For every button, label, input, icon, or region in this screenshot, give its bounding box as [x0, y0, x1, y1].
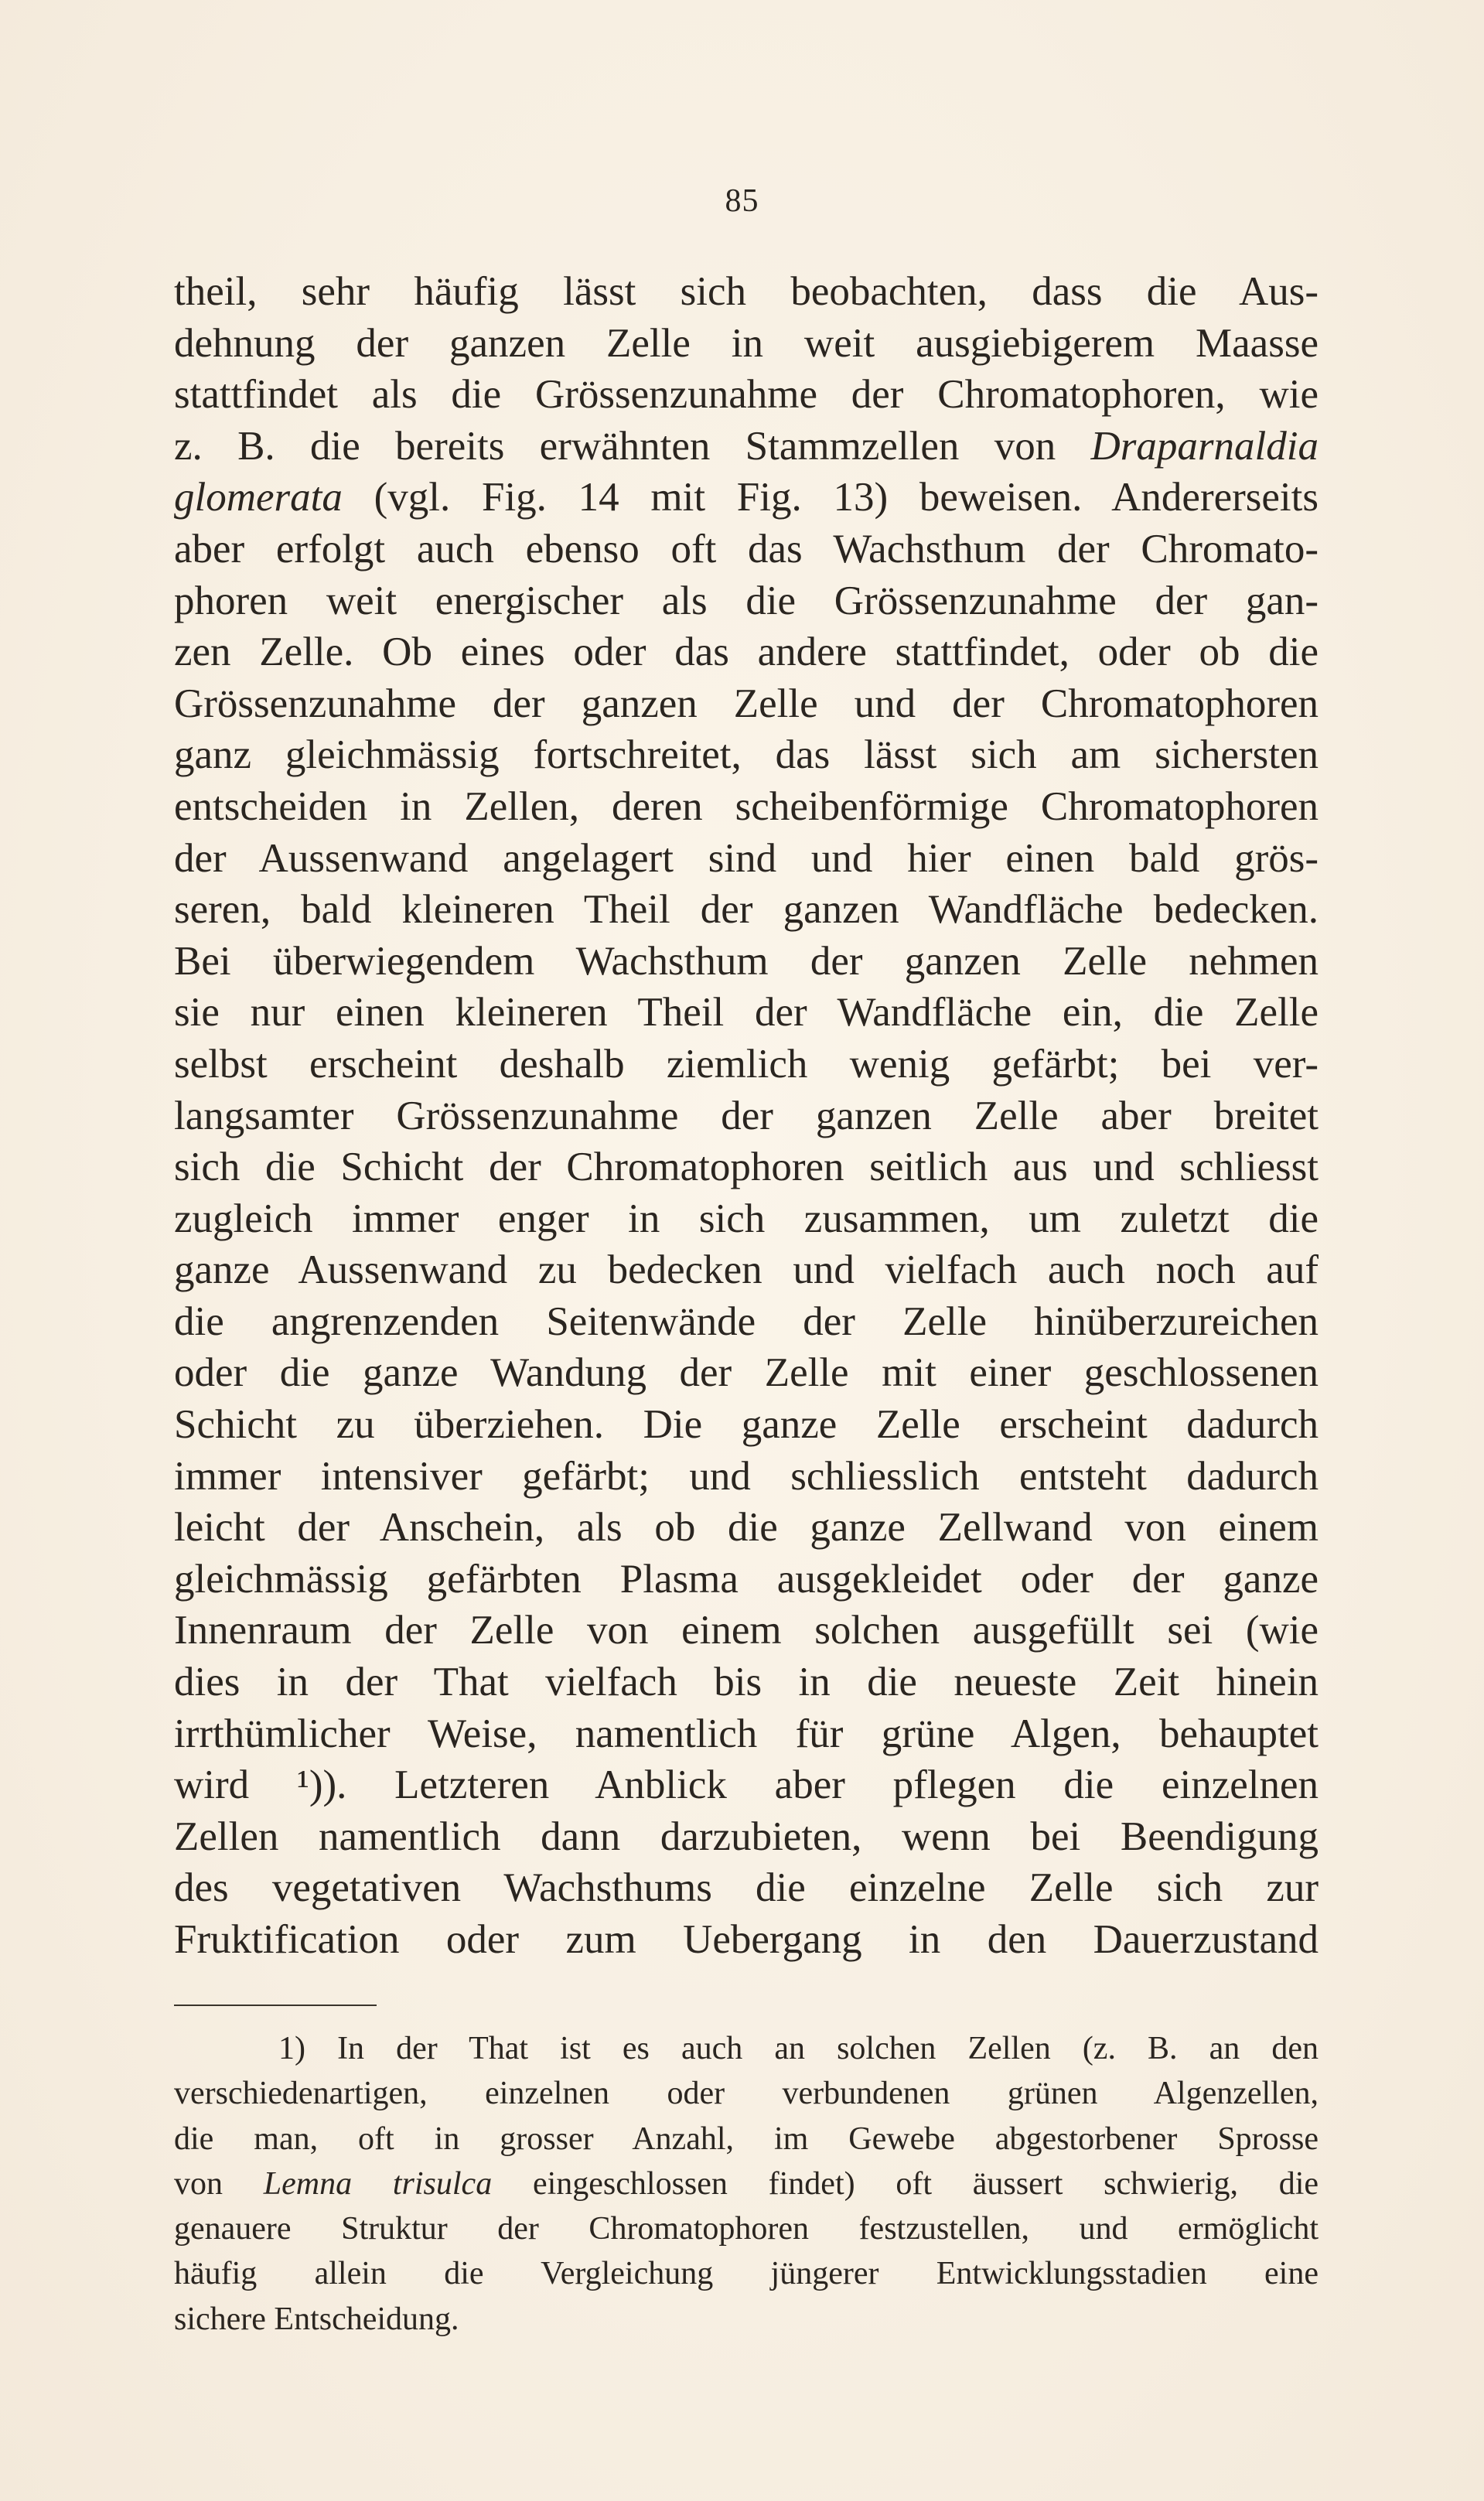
text-line: dehnung der ganzen Zelle in weit ausgiebigerem Maasse	[174, 320, 1319, 366]
footnote-line: verschiedenartigen, einzelnen oder verbundenen grünen Algenzellen,	[174, 2076, 1319, 2112]
page-number: 85	[725, 183, 759, 219]
text-line: stattfindet als die Grössenzunahme der Chromatophoren, wie	[174, 372, 1319, 418]
text-line: gleichmässig gefärbten Plasma ausgekleidet oder der ganze	[174, 1556, 1319, 1602]
footnotes	[174, 2026, 1319, 2342]
text-line: die angrenzenden Seitenwände der Zelle hinüberzureichen	[174, 1298, 1319, 1344]
footnote-line: sichere Entscheidung.	[174, 2301, 459, 2337]
text-line: langsamter Grössenzunahme der ganzen Zelle aber breitet	[174, 1093, 1319, 1138]
text-line: Innenraum der Zelle von einem solchen ausgefüllt sei (wie	[174, 1608, 1319, 1653]
text-line: Grössenzunahme der ganzen Zelle und der Chromatophoren	[174, 681, 1319, 726]
text-line: Zellen namentlich dann darzubieten, wenn bei Beendigung	[174, 1813, 1319, 1859]
text-line: ganz gleichmässig fortschreitet, das lässt sich am sichersten	[174, 732, 1319, 778]
footnote-line: 1) In der That ist es auch an solchen Zellen (z. B. an den	[278, 2031, 1319, 2066]
footnote-line: von Lemna trisulca eingeschlossen findet) oft äussert schwierig, die	[174, 2165, 1319, 2202]
text-line: glomerata (vgl. Fig. 14 mit Fig. 13) beweisen. Andererseits	[174, 475, 1319, 520]
footnote-line: die man, oft in grosser Anzahl, im Gewebe abgestorbener Sprosse	[174, 2121, 1319, 2157]
footnote-separator	[174, 2005, 377, 2006]
text-line: Schicht zu überziehen. Die ganze Zelle erscheint dadurch	[174, 1402, 1319, 1448]
text-line: sie nur einen kleineren Theil der Wandfläche ein, die Zelle	[174, 990, 1319, 1036]
species-name: glomerata	[174, 475, 343, 520]
text-line: Bei überwiegendem Wachsthum der ganzen Zelle nehmen	[174, 938, 1319, 984]
text-line: dies in der That vielfach bis in die neueste Zeit hinein	[174, 1660, 1319, 1705]
text-line: leicht der Anschein, als ob die ganze Zellwand von einem	[174, 1505, 1319, 1551]
genus-name: Draparnaldia	[1090, 423, 1319, 469]
footnote-line: genauere Struktur der Chromatophoren festzustellen, und ermöglicht	[174, 2211, 1319, 2247]
text-line: irrthümlicher Weise, namentlich für grüne Algen, behauptet	[174, 1711, 1319, 1756]
text-line: ganze Aussenwand zu bedecken und vielfach auch noch auf	[174, 1247, 1319, 1293]
text-line: zen Zelle. Ob eines oder das andere stattfindet, oder ob die	[174, 630, 1319, 675]
text-line: der Aussenwand angelagert sind und hier einen bald grös-	[174, 835, 1319, 881]
main-text	[174, 266, 1319, 1966]
footnote-line: häufig allein die Vergleichung jüngerer Entwicklungsstadien eine	[174, 2256, 1319, 2292]
text-line: selbst erscheint deshalb ziemlich wenig gefärbt; bei ver-	[174, 1041, 1319, 1087]
text-line: des vegetativen Wachsthums die einzelne Zelle sich zur	[174, 1865, 1319, 1911]
text-line: oder die ganze Wandung der Zelle mit einer geschlossenen	[174, 1350, 1319, 1396]
text-line: seren, bald kleineren Theil der ganzen Wandfläche bedecken.	[174, 887, 1319, 933]
text-line: immer intensiver gefärbt; und schliesslich entsteht dadurch	[174, 1453, 1319, 1499]
text-line: sich die Schicht der Chromatophoren seitlich aus und schliesst	[174, 1145, 1319, 1190]
text-line: entscheiden in Zellen, deren scheibenförmige Chromatophoren	[174, 783, 1319, 829]
text-line: theil, sehr häufig lässt sich beobachten, dass die Aus-	[174, 269, 1319, 314]
species-name: Lemna trisulca	[263, 2165, 493, 2202]
text-line: wird ¹)). Letzteren Anblick aber pflegen die einzelnen	[174, 1762, 1319, 1808]
text-line: Fruktification oder zum Uebergang in den Dauerzustand	[174, 1917, 1319, 1962]
text-line: phoren weit energischer als die Grössenzunahme der gan-	[174, 578, 1319, 623]
text-line: aber erfolgt auch ebenso oft das Wachsthum der Chromato-	[174, 526, 1319, 572]
text-line: zugleich immer enger in sich zusammen, um zuletzt die	[174, 1196, 1319, 1241]
text-line: z. B. die bereits erwähnten Stammzellen von Draparnaldia	[174, 423, 1319, 469]
